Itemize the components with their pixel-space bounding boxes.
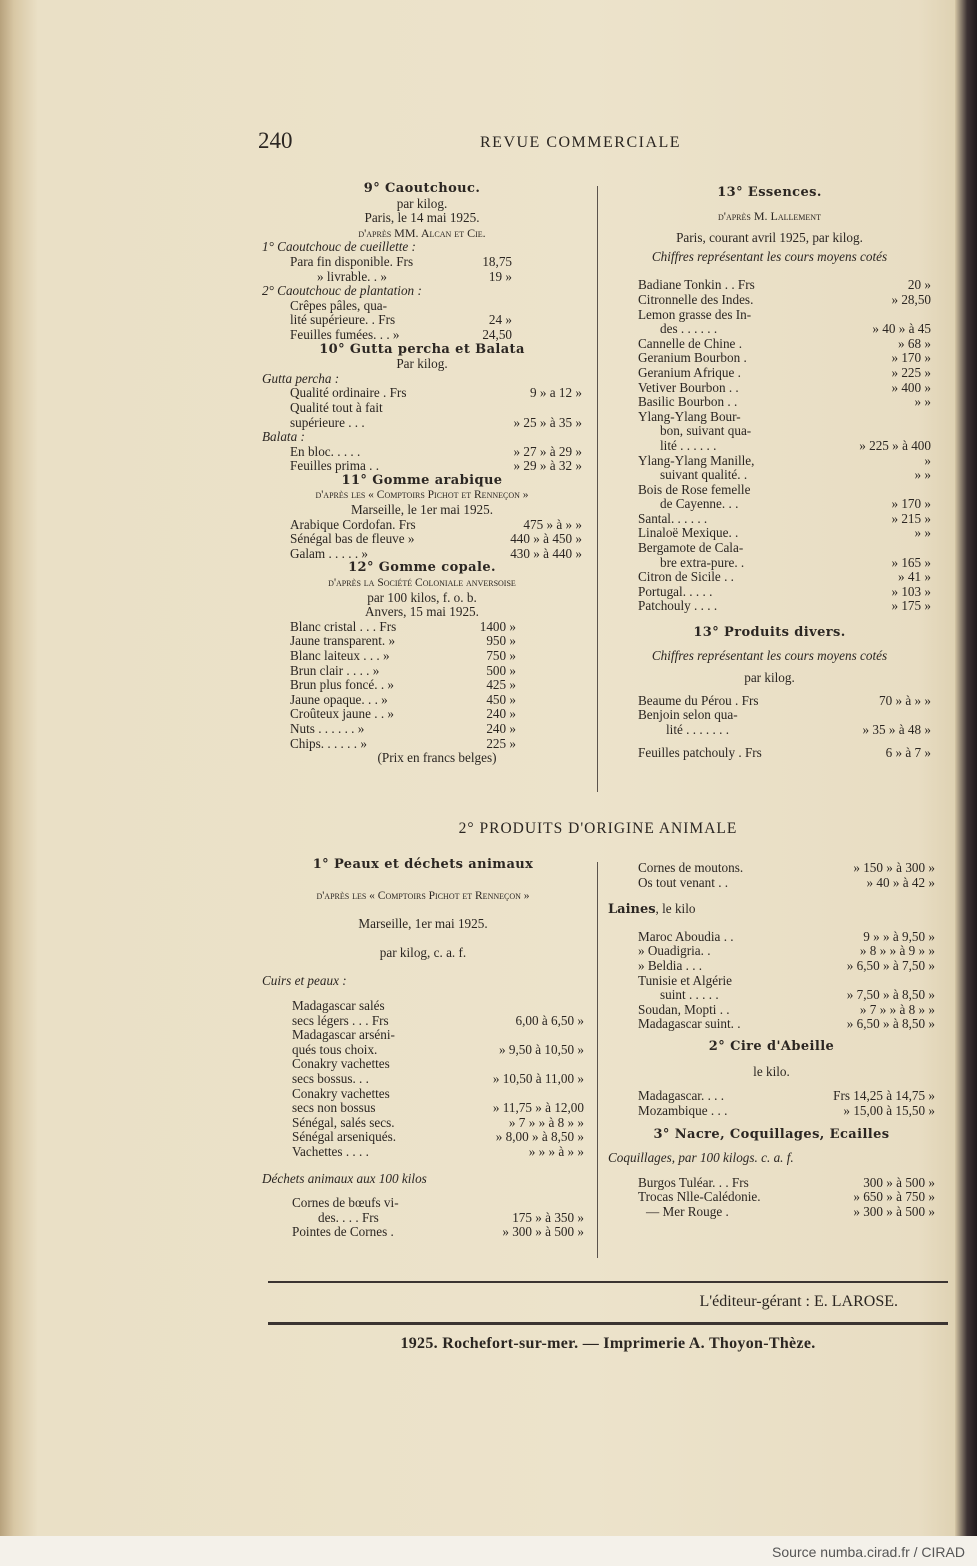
price-row: Nuts . . . . . . » 240 » — [290, 720, 516, 736]
price-row: Citronnelle des Indes. » 28,50 — [638, 291, 931, 307]
copale-table — [262, 620, 582, 751]
price-row: Patchouly . . . . » 175 » — [638, 598, 931, 614]
price-row: Geranium Afrique . » 225 » — [638, 364, 931, 380]
essences-table — [608, 278, 931, 614]
laines-table — [608, 930, 935, 1032]
arabique-date: Marseille, le 1er mai 1925. — [350, 502, 494, 518]
peaux-table — [262, 999, 584, 1160]
price-row-label: Crêpes pâles, qua- — [290, 297, 388, 313]
price-row: Vetiver Bourbon . . » 400 » — [638, 379, 931, 395]
price-row: Madagascar suint. . » 6,50 » à 8,50 » — [638, 1016, 935, 1032]
price-row: » livrable. . » 19 » — [317, 268, 512, 284]
price-row: Cornes de moutons. » 150 » à 300 » — [638, 860, 935, 875]
page-header — [258, 128, 938, 158]
price-row: de Cayenne. . . » 170 » — [660, 496, 931, 512]
peaux-source: d'après les « Comptoirs Pichot et Renneçon » — [316, 889, 530, 902]
peaux-date: Marseille, 1er mai 1925. — [358, 916, 488, 932]
price-row: Feuilles patchouly . Frs 6 » à 7 » — [638, 744, 931, 760]
price-row: suivant qualité. . » » — [660, 467, 931, 483]
price-row: Brun plus foncé. . » 425 » — [290, 677, 516, 693]
price-row: Croûteux jaune . . » 240 » — [290, 706, 516, 722]
price-row: » Beldia . . . » 6,50 » à 7,50 » — [638, 957, 935, 973]
arabique-source: d'après les « Comptoirs Pichot et Renneçon » — [315, 489, 529, 502]
price-row: secs bossus. . . » 10,50 à 11,00 » — [292, 1070, 584, 1086]
price-row: Bois de Rose femelle — [638, 481, 751, 497]
divers-title: 13° Produits divers. — [693, 625, 846, 641]
price-row: lité . . . . . . » 225 » à 400 — [660, 437, 931, 453]
animal-right-column — [608, 861, 935, 1219]
price-row: — Mer Rouge . » 300 » à 500 » — [646, 1203, 935, 1219]
price-row: Geranium Bourbon . » 170 » — [638, 350, 931, 366]
price-row: Para fin disponible. Frs 18,75 — [290, 253, 512, 269]
gutta-unit: Par kilog. — [396, 356, 448, 372]
dechets-heading: Déchets animaux aux 100 kilos — [262, 1170, 427, 1186]
price-row: des . . . . . . » 40 » à 45 — [660, 321, 931, 337]
rule-bottom — [268, 1322, 948, 1325]
price-row: Madagascar arséni- — [292, 1027, 395, 1043]
caoutchouc-title: 9° Caoutchouc. — [363, 181, 481, 196]
divers-unit: par kilog. — [744, 670, 795, 686]
copale-unit: par 100 kilos, f. o. b. — [367, 589, 477, 605]
price-row: Ylang-Ylang Manille, » — [638, 452, 931, 468]
price-row: Pointes de Cornes . » 300 » à 500 » — [292, 1224, 584, 1240]
price-row: Os tout venant . . » 40 » à 42 » — [638, 874, 935, 890]
essences-source: d'après M. Lallement — [718, 208, 821, 223]
price-row: Sénégal arseniqués. » 8,00 » à 8,50 » — [292, 1129, 584, 1145]
copale-title: 12° Gomme copale. — [348, 560, 496, 576]
price-row-label: Qualité tout à fait — [290, 399, 383, 415]
book-edge — [955, 0, 977, 1566]
price-row: des. . . . Frs 175 » à 350 » — [318, 1209, 584, 1225]
price-row: Linaloë Mexique. . » » — [638, 525, 931, 541]
price-row: Soudan, Mopti . . » 7 » » à 8 » » — [638, 1001, 935, 1017]
price-row: Burgos Tuléar. . . Frs 300 » à 500 » — [638, 1174, 935, 1190]
arabique-title: 11° Gomme arabique — [341, 472, 503, 488]
left-column — [262, 182, 582, 766]
page-number: 240 — [258, 128, 293, 153]
printer-line: 1925. Rochefort-sur-mer. — Imprimerie A. Thoyon-Thèze. — [400, 1335, 816, 1352]
price-row: Ylang-Ylang Bour- — [638, 408, 741, 424]
column-divider — [597, 186, 598, 792]
caoutchouc-date: Paris, le 14 mai 1925. — [364, 210, 480, 226]
copale-source: d'après la Société Coloniale anversoise — [328, 577, 516, 590]
price-row: En bloc. . . . . » 27 » à 29 » — [290, 443, 582, 459]
cire-title: 2° Cire d'Abeille — [708, 1038, 835, 1054]
price-row: Tunisie et Algérie — [638, 972, 733, 988]
price-row-label: Benjoin selon qua- — [638, 707, 738, 723]
price-row: Brun clair . . . . » 500 » — [290, 662, 516, 678]
essences-date: Paris, courant avril 1925, par kilog. — [676, 230, 863, 246]
price-row: Mozambique . . . » 15,00 à 15,50 » — [638, 1102, 935, 1118]
gutta-title: 10° Gutta percha et Balata — [319, 341, 525, 357]
price-row-label: Cornes de bœufs vi- — [292, 1195, 399, 1211]
price-row: lité . . . . . . . » 35 » à 48 » — [666, 722, 931, 737]
price-row: Madagascar salés — [292, 997, 385, 1013]
price-row: secs non bossus » 11,75 » à 12,00 — [292, 1100, 584, 1116]
laines-heading: Laines, le kilo — [608, 901, 696, 918]
caoutchouc-unit: par kilog. — [396, 195, 448, 211]
price-row: Sénégal, salés secs. » 7 » » à 8 » » — [292, 1114, 584, 1130]
price-row: Madagascar. . . . Frs 14,25 à 14,75 » — [638, 1088, 935, 1104]
nacre-title: 3° Nacre, Coquillages, Ecailles — [653, 1127, 890, 1143]
price-row: Bergamote de Cala- — [638, 540, 744, 556]
rule-top — [268, 1281, 948, 1283]
column-divider-animal — [597, 862, 598, 1258]
gutta-heading: Gutta percha : — [262, 370, 340, 386]
price-row: Cannelle de Chine . » 68 » — [638, 335, 931, 351]
caoutchouc-source: d'après MM. Alcan et Cie. — [358, 225, 486, 240]
price-row: bre extra-pure. . » 165 » — [660, 554, 931, 570]
price-row: Beaume du Pérou . Frs 70 » à » » — [638, 692, 931, 708]
price-row: secs légers . . . Frs 6,00 à 6,50 » — [292, 1012, 584, 1028]
price-row: Portugal. . . . . » 103 » — [638, 583, 931, 599]
price-row: suint . . . . . » 7,50 » à 8,50 » — [660, 987, 935, 1003]
price-row: Basilic Bourbon . . » » — [638, 394, 931, 410]
price-row: Conakry vachettes — [292, 1056, 390, 1072]
price-row: lité supérieure. . Frs 24 » — [290, 312, 512, 328]
price-row: Sénégal bas de fleuve » 440 » à 450 » — [290, 531, 582, 547]
price-row: Jaune transparent. » 950 » — [290, 633, 516, 649]
essences-note: Chiffres représentant les cours moyens cotés — [651, 248, 888, 264]
price-row: Blanc cristal . . . Frs 1400 » — [290, 618, 516, 634]
editor-line: L'éditeur-gérant : E. LAROSE. — [699, 1293, 898, 1310]
price-row: Vachettes . . . . » » » à » » — [292, 1143, 584, 1159]
plantation-heading: 2° Caoutchouc de plantation : — [262, 283, 422, 299]
price-row: Feuilles prima . . » 29 » à 32 » — [290, 458, 582, 474]
price-row: Jaune opaque. . . » 450 » — [290, 691, 516, 707]
copale-note: (Prix en francs belges) — [377, 750, 497, 766]
animal-left-column — [262, 858, 584, 1240]
running-title: REVUE COMMERCIALE — [480, 134, 682, 151]
price-row: Maroc Aboudia . . 9 » » à 9,50 » — [638, 928, 935, 944]
balata-heading: Balata : — [262, 429, 305, 445]
price-row: Feuilles fumées. . . » 24,50 — [290, 326, 512, 342]
price-row: qués tous choix. » 9,50 à 10,50 » — [292, 1041, 584, 1057]
price-row: supérieure . . . » 25 » à 35 » — [290, 414, 582, 430]
cueillette-heading: 1° Caoutchouc de cueillette : — [262, 239, 416, 255]
price-row: Lemon grasse des In- — [638, 306, 752, 322]
source-credit: Source numba.cirad.fr / CIRAD — [772, 1544, 965, 1560]
nacre-unit: Coquillages, par 100 kilogs. c. a. f. — [608, 1149, 794, 1165]
price-row: Qualité ordinaire . Frs 9 » a 12 » — [290, 385, 582, 401]
copale-date: Anvers, 15 mai 1925. — [365, 604, 479, 620]
price-row: Blanc laiteux . . . » 750 » — [290, 648, 516, 663]
peaux-unit: par kilog, c. a. f. — [379, 944, 467, 960]
cire-unit: le kilo. — [753, 1063, 790, 1079]
price-row: Galam . . . . . » 430 » à 440 » — [290, 545, 582, 561]
animal-section-title: 2° PRODUITS D'ORIGINE ANIMALE — [458, 820, 738, 837]
price-row: Santal. . . . . . » 215 » — [638, 510, 931, 526]
price-row: Trocas Nlle-Calédonie. » 650 » à 750 » — [638, 1189, 935, 1205]
price-row: bon, suivant qua- — [660, 423, 752, 439]
price-row: Conakry vachettes — [292, 1085, 390, 1101]
divers-note: Chiffres représentant les cours moyens cotés — [651, 647, 888, 663]
essences-title: 13° Essences. — [717, 185, 822, 200]
peaux-title: 1° Peaux et déchets animaux — [312, 857, 534, 872]
price-row: Citron de Sicile . . » 41 » — [638, 569, 931, 585]
price-row: » Ouadigria. . » 8 » » à 9 » » — [638, 943, 935, 959]
cuirs-heading: Cuirs et peaux : — [262, 973, 347, 989]
price-row: Badiane Tonkin . . Frs 20 » — [638, 277, 931, 293]
price-row: Chips. . . . . . » 225 » — [290, 735, 516, 751]
right-column — [608, 186, 931, 760]
price-row: Arabique Cordofan. Frs 475 » à » » — [290, 516, 582, 532]
